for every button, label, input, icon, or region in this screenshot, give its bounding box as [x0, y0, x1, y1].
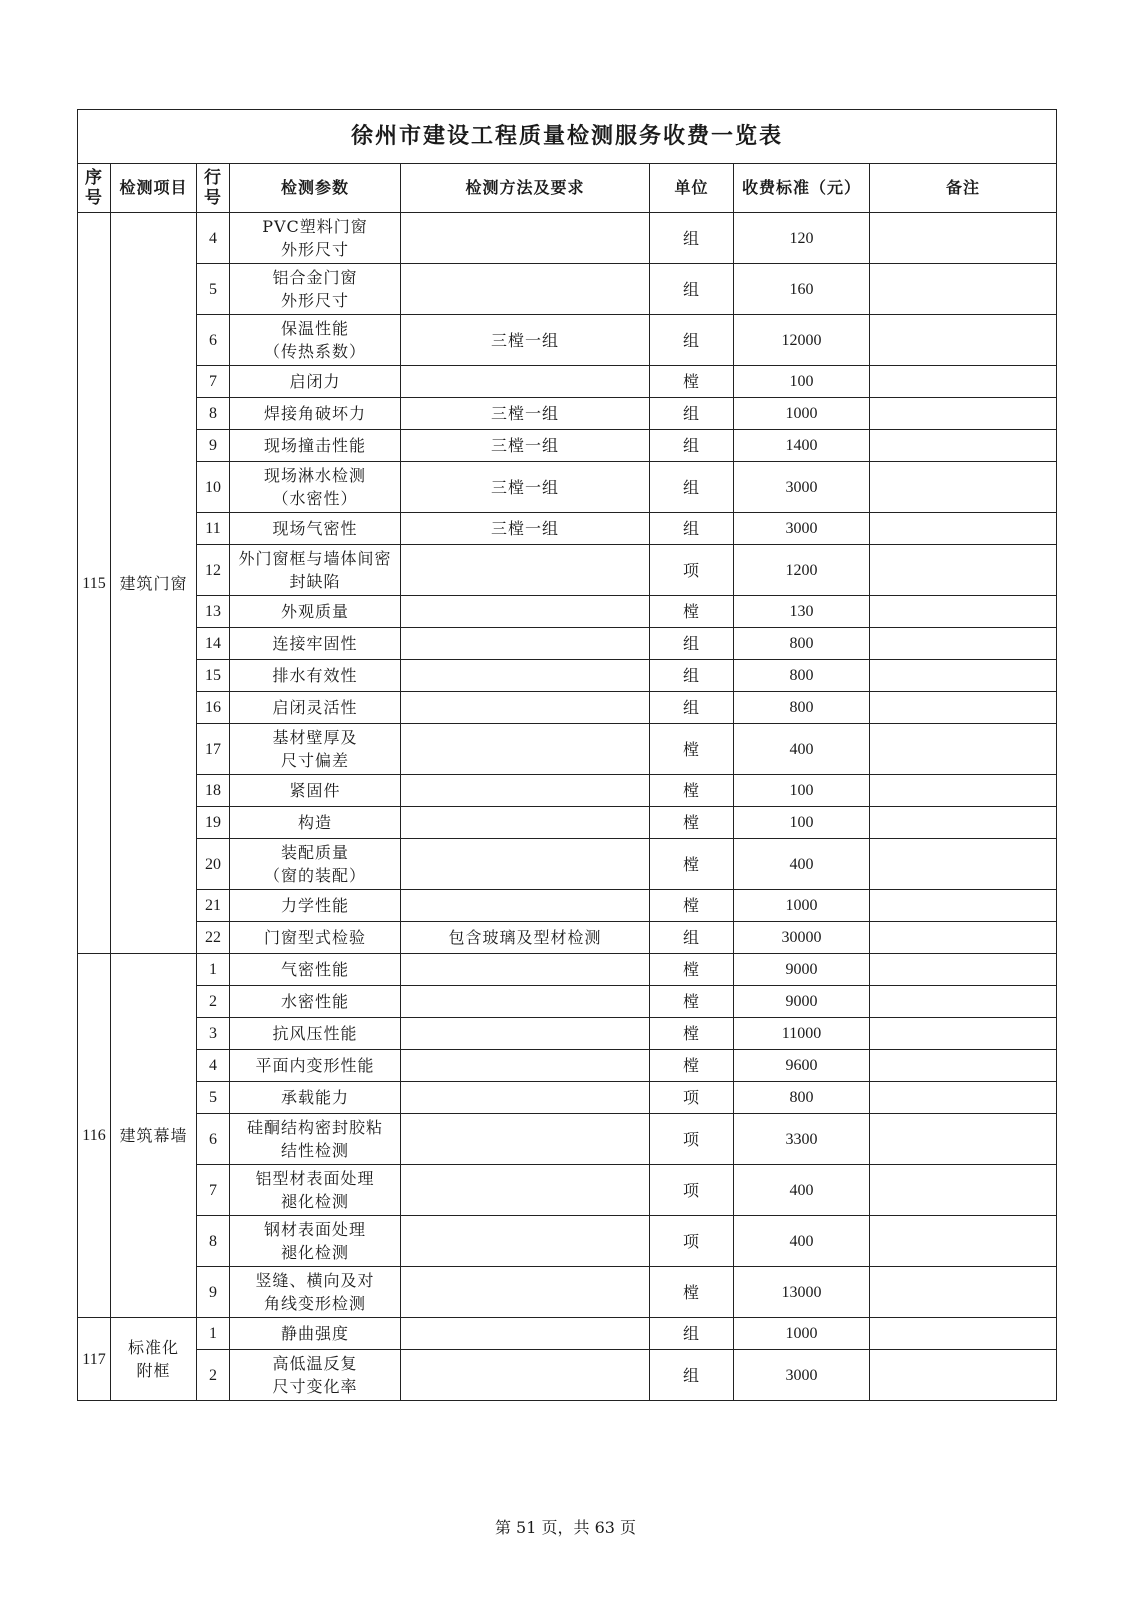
group-item: 标准化 附框 — [111, 1318, 197, 1401]
header-param: 检测参数 — [230, 164, 401, 213]
row-param: 铝型材表面处理 褪化检测 — [230, 1165, 401, 1216]
row-note — [870, 398, 1057, 430]
row-no: 17 — [197, 724, 230, 775]
row-no: 11 — [197, 513, 230, 545]
row-unit: 樘 — [650, 839, 734, 890]
table-row — [78, 213, 1057, 264]
row-unit: 樘 — [650, 775, 734, 807]
row-unit: 樘 — [650, 986, 734, 1018]
row-unit: 组 — [650, 264, 734, 315]
row-no: 6 — [197, 1114, 230, 1165]
row-param: 构造 — [230, 807, 401, 839]
row-unit: 樘 — [650, 1018, 734, 1050]
header-note: 备注 — [870, 164, 1057, 213]
header-method: 检测方法及要求 — [401, 164, 650, 213]
row-note — [870, 545, 1057, 596]
row-method: 包含玻璃及型材检测 — [401, 922, 650, 954]
row-fee: 11000 — [734, 1018, 870, 1050]
table-row — [78, 724, 1057, 775]
table-row — [78, 692, 1057, 724]
row-unit: 组 — [650, 628, 734, 660]
row-fee: 1000 — [734, 1318, 870, 1350]
table-row — [78, 264, 1057, 315]
row-no: 10 — [197, 462, 230, 513]
row-note — [870, 1318, 1057, 1350]
row-method — [401, 660, 650, 692]
row-note — [870, 1114, 1057, 1165]
table-row — [78, 1216, 1057, 1267]
row-fee: 13000 — [734, 1267, 870, 1318]
row-unit: 组 — [650, 692, 734, 724]
row-fee: 800 — [734, 660, 870, 692]
row-fee: 100 — [734, 775, 870, 807]
row-note — [870, 315, 1057, 366]
row-fee: 1200 — [734, 545, 870, 596]
row-param: 保温性能 （传热系数） — [230, 315, 401, 366]
row-no: 1 — [197, 954, 230, 986]
header-fee: 收费标准（元） — [734, 164, 870, 213]
row-param: 连接牢固性 — [230, 628, 401, 660]
row-method — [401, 1318, 650, 1350]
table-row — [78, 660, 1057, 692]
row-unit: 樘 — [650, 366, 734, 398]
row-note — [870, 724, 1057, 775]
row-unit: 樘 — [650, 1267, 734, 1318]
row-param: 启闭力 — [230, 366, 401, 398]
row-unit: 项 — [650, 1114, 734, 1165]
row-unit: 组 — [650, 462, 734, 513]
row-note — [870, 807, 1057, 839]
row-unit: 组 — [650, 1318, 734, 1350]
fee-table-container — [77, 109, 1056, 1401]
row-unit: 组 — [650, 922, 734, 954]
row-fee: 12000 — [734, 315, 870, 366]
row-no: 4 — [197, 1050, 230, 1082]
row-fee: 3300 — [734, 1114, 870, 1165]
row-unit: 樘 — [650, 596, 734, 628]
table-row — [78, 513, 1057, 545]
row-note — [870, 839, 1057, 890]
row-method — [401, 1267, 650, 1318]
table-row — [78, 628, 1057, 660]
row-fee: 800 — [734, 692, 870, 724]
table-row — [78, 366, 1057, 398]
row-method — [401, 1114, 650, 1165]
row-param: 气密性能 — [230, 954, 401, 986]
row-no: 9 — [197, 430, 230, 462]
table-row — [78, 775, 1057, 807]
row-no: 5 — [197, 1082, 230, 1114]
row-fee: 9000 — [734, 986, 870, 1018]
header-item: 检测项目 — [111, 164, 197, 213]
row-unit: 组 — [650, 660, 734, 692]
row-param: PVC塑料门窗 外形尺寸 — [230, 213, 401, 264]
row-fee: 3000 — [734, 1350, 870, 1401]
row-note — [870, 628, 1057, 660]
row-note — [870, 922, 1057, 954]
table-row — [78, 986, 1057, 1018]
table-row — [78, 807, 1057, 839]
row-no: 8 — [197, 1216, 230, 1267]
row-no: 15 — [197, 660, 230, 692]
row-fee: 3000 — [734, 462, 870, 513]
row-no: 3 — [197, 1018, 230, 1050]
table-row — [78, 1318, 1057, 1350]
row-note — [870, 264, 1057, 315]
row-param: 静曲强度 — [230, 1318, 401, 1350]
row-method — [401, 1050, 650, 1082]
table-row — [78, 922, 1057, 954]
group-seq: 115 — [78, 213, 111, 954]
row-note — [870, 596, 1057, 628]
row-unit: 樘 — [650, 724, 734, 775]
table-body — [78, 213, 1057, 1401]
row-note — [870, 775, 1057, 807]
row-method: 三樘一组 — [401, 513, 650, 545]
row-no: 22 — [197, 922, 230, 954]
row-fee: 100 — [734, 366, 870, 398]
row-note — [870, 1018, 1057, 1050]
row-param: 外观质量 — [230, 596, 401, 628]
row-no: 19 — [197, 807, 230, 839]
row-method: 三樘一组 — [401, 462, 650, 513]
row-method — [401, 1082, 650, 1114]
row-param: 平面内变形性能 — [230, 1050, 401, 1082]
row-no: 21 — [197, 890, 230, 922]
table-row — [78, 545, 1057, 596]
table-row — [78, 430, 1057, 462]
row-note — [870, 430, 1057, 462]
row-unit: 樘 — [650, 807, 734, 839]
row-param: 启闭灵活性 — [230, 692, 401, 724]
table-row — [78, 954, 1057, 986]
table-row — [78, 1267, 1057, 1318]
table-title: 徐州市建设工程质量检测服务收费一览表 — [78, 110, 1057, 164]
row-note — [870, 954, 1057, 986]
row-no: 7 — [197, 366, 230, 398]
header-seq: 序 号 — [78, 164, 111, 213]
row-fee: 120 — [734, 213, 870, 264]
row-fee: 400 — [734, 724, 870, 775]
group-item: 建筑门窗 — [111, 213, 197, 954]
row-param: 水密性能 — [230, 986, 401, 1018]
row-note — [870, 692, 1057, 724]
row-fee: 160 — [734, 264, 870, 315]
row-param: 现场气密性 — [230, 513, 401, 545]
row-param: 承载能力 — [230, 1082, 401, 1114]
row-note — [870, 1082, 1057, 1114]
row-no: 20 — [197, 839, 230, 890]
row-note — [870, 1216, 1057, 1267]
row-fee: 100 — [734, 807, 870, 839]
row-method — [401, 628, 650, 660]
header-unit: 单位 — [650, 164, 734, 213]
row-fee: 800 — [734, 1082, 870, 1114]
row-param: 高低温反复 尺寸变化率 — [230, 1350, 401, 1401]
row-param: 钢材表面处理 褪化检测 — [230, 1216, 401, 1267]
row-no: 1 — [197, 1318, 230, 1350]
row-fee: 1400 — [734, 430, 870, 462]
row-fee: 3000 — [734, 513, 870, 545]
row-note — [870, 1050, 1057, 1082]
row-param: 紧固件 — [230, 775, 401, 807]
row-unit: 组 — [650, 213, 734, 264]
row-unit: 樘 — [650, 954, 734, 986]
row-no: 2 — [197, 1350, 230, 1401]
table-row — [78, 839, 1057, 890]
row-method: 三樘一组 — [401, 398, 650, 430]
table-row — [78, 1165, 1057, 1216]
row-unit: 组 — [650, 398, 734, 430]
row-param: 门窗型式检验 — [230, 922, 401, 954]
group-seq: 116 — [78, 954, 111, 1318]
row-param: 焊接角破坏力 — [230, 398, 401, 430]
row-unit: 组 — [650, 1350, 734, 1401]
row-unit: 项 — [650, 1165, 734, 1216]
row-method — [401, 724, 650, 775]
row-method: 三樘一组 — [401, 430, 650, 462]
table-row — [78, 1082, 1057, 1114]
row-method — [401, 1216, 650, 1267]
row-method: 三樘一组 — [401, 315, 650, 366]
row-method — [401, 1350, 650, 1401]
row-fee: 30000 — [734, 922, 870, 954]
row-method — [401, 775, 650, 807]
row-method — [401, 692, 650, 724]
row-param: 现场淋水检测 （水密性） — [230, 462, 401, 513]
row-no: 14 — [197, 628, 230, 660]
row-method — [401, 545, 650, 596]
row-method — [401, 264, 650, 315]
header-row-no: 行 号 — [197, 164, 230, 213]
row-param: 排水有效性 — [230, 660, 401, 692]
row-no: 5 — [197, 264, 230, 315]
row-note — [870, 1165, 1057, 1216]
row-fee: 9000 — [734, 954, 870, 986]
row-method — [401, 366, 650, 398]
row-unit: 樘 — [650, 1050, 734, 1082]
row-note — [870, 986, 1057, 1018]
row-note — [870, 660, 1057, 692]
row-param: 现场撞击性能 — [230, 430, 401, 462]
row-fee: 1000 — [734, 890, 870, 922]
row-fee: 400 — [734, 1165, 870, 1216]
row-no: 7 — [197, 1165, 230, 1216]
row-fee: 400 — [734, 839, 870, 890]
table-row — [78, 1114, 1057, 1165]
row-no: 13 — [197, 596, 230, 628]
row-fee: 400 — [734, 1216, 870, 1267]
header-row — [78, 164, 1057, 213]
row-unit: 项 — [650, 1216, 734, 1267]
row-no: 6 — [197, 315, 230, 366]
group-item: 建筑幕墙 — [111, 954, 197, 1318]
row-fee: 1000 — [734, 398, 870, 430]
row-method — [401, 807, 650, 839]
row-unit: 组 — [650, 513, 734, 545]
row-param: 铝合金门窗 外形尺寸 — [230, 264, 401, 315]
row-method — [401, 890, 650, 922]
row-param: 抗风压性能 — [230, 1018, 401, 1050]
row-unit: 项 — [650, 1082, 734, 1114]
row-method — [401, 954, 650, 986]
page-footer: 第 51 页，共 63 页 — [494, 1518, 637, 1537]
row-note — [870, 890, 1057, 922]
row-no: 4 — [197, 213, 230, 264]
row-no: 16 — [197, 692, 230, 724]
row-method — [401, 986, 650, 1018]
table-row — [78, 462, 1057, 513]
row-no: 9 — [197, 1267, 230, 1318]
row-note — [870, 462, 1057, 513]
row-param: 硅酮结构密封胶粘 结性检测 — [230, 1114, 401, 1165]
row-note — [870, 513, 1057, 545]
row-fee: 800 — [734, 628, 870, 660]
row-param: 竖缝、横向及对 角线变形检测 — [230, 1267, 401, 1318]
row-param: 装配质量 （窗的装配） — [230, 839, 401, 890]
table-row — [78, 1350, 1057, 1401]
row-note — [870, 1267, 1057, 1318]
row-method — [401, 1165, 650, 1216]
row-no: 12 — [197, 545, 230, 596]
table-row — [78, 596, 1057, 628]
row-method — [401, 839, 650, 890]
row-note — [870, 213, 1057, 264]
row-method — [401, 1018, 650, 1050]
table-row — [78, 1018, 1057, 1050]
table-row — [78, 890, 1057, 922]
row-note — [870, 366, 1057, 398]
table-row — [78, 315, 1057, 366]
row-param: 力学性能 — [230, 890, 401, 922]
table-row — [78, 1050, 1057, 1082]
row-unit: 组 — [650, 430, 734, 462]
row-no: 8 — [197, 398, 230, 430]
fee-table — [77, 109, 1057, 1401]
row-method — [401, 596, 650, 628]
row-no: 18 — [197, 775, 230, 807]
row-no: 2 — [197, 986, 230, 1018]
row-method — [401, 213, 650, 264]
row-param: 基材壁厚及 尺寸偏差 — [230, 724, 401, 775]
row-unit: 组 — [650, 315, 734, 366]
row-unit: 樘 — [650, 890, 734, 922]
row-fee: 9600 — [734, 1050, 870, 1082]
row-fee: 130 — [734, 596, 870, 628]
row-unit: 项 — [650, 545, 734, 596]
group-seq: 117 — [78, 1318, 111, 1401]
table-row — [78, 398, 1057, 430]
row-note — [870, 1350, 1057, 1401]
row-param: 外门窗框与墙体间密 封缺陷 — [230, 545, 401, 596]
